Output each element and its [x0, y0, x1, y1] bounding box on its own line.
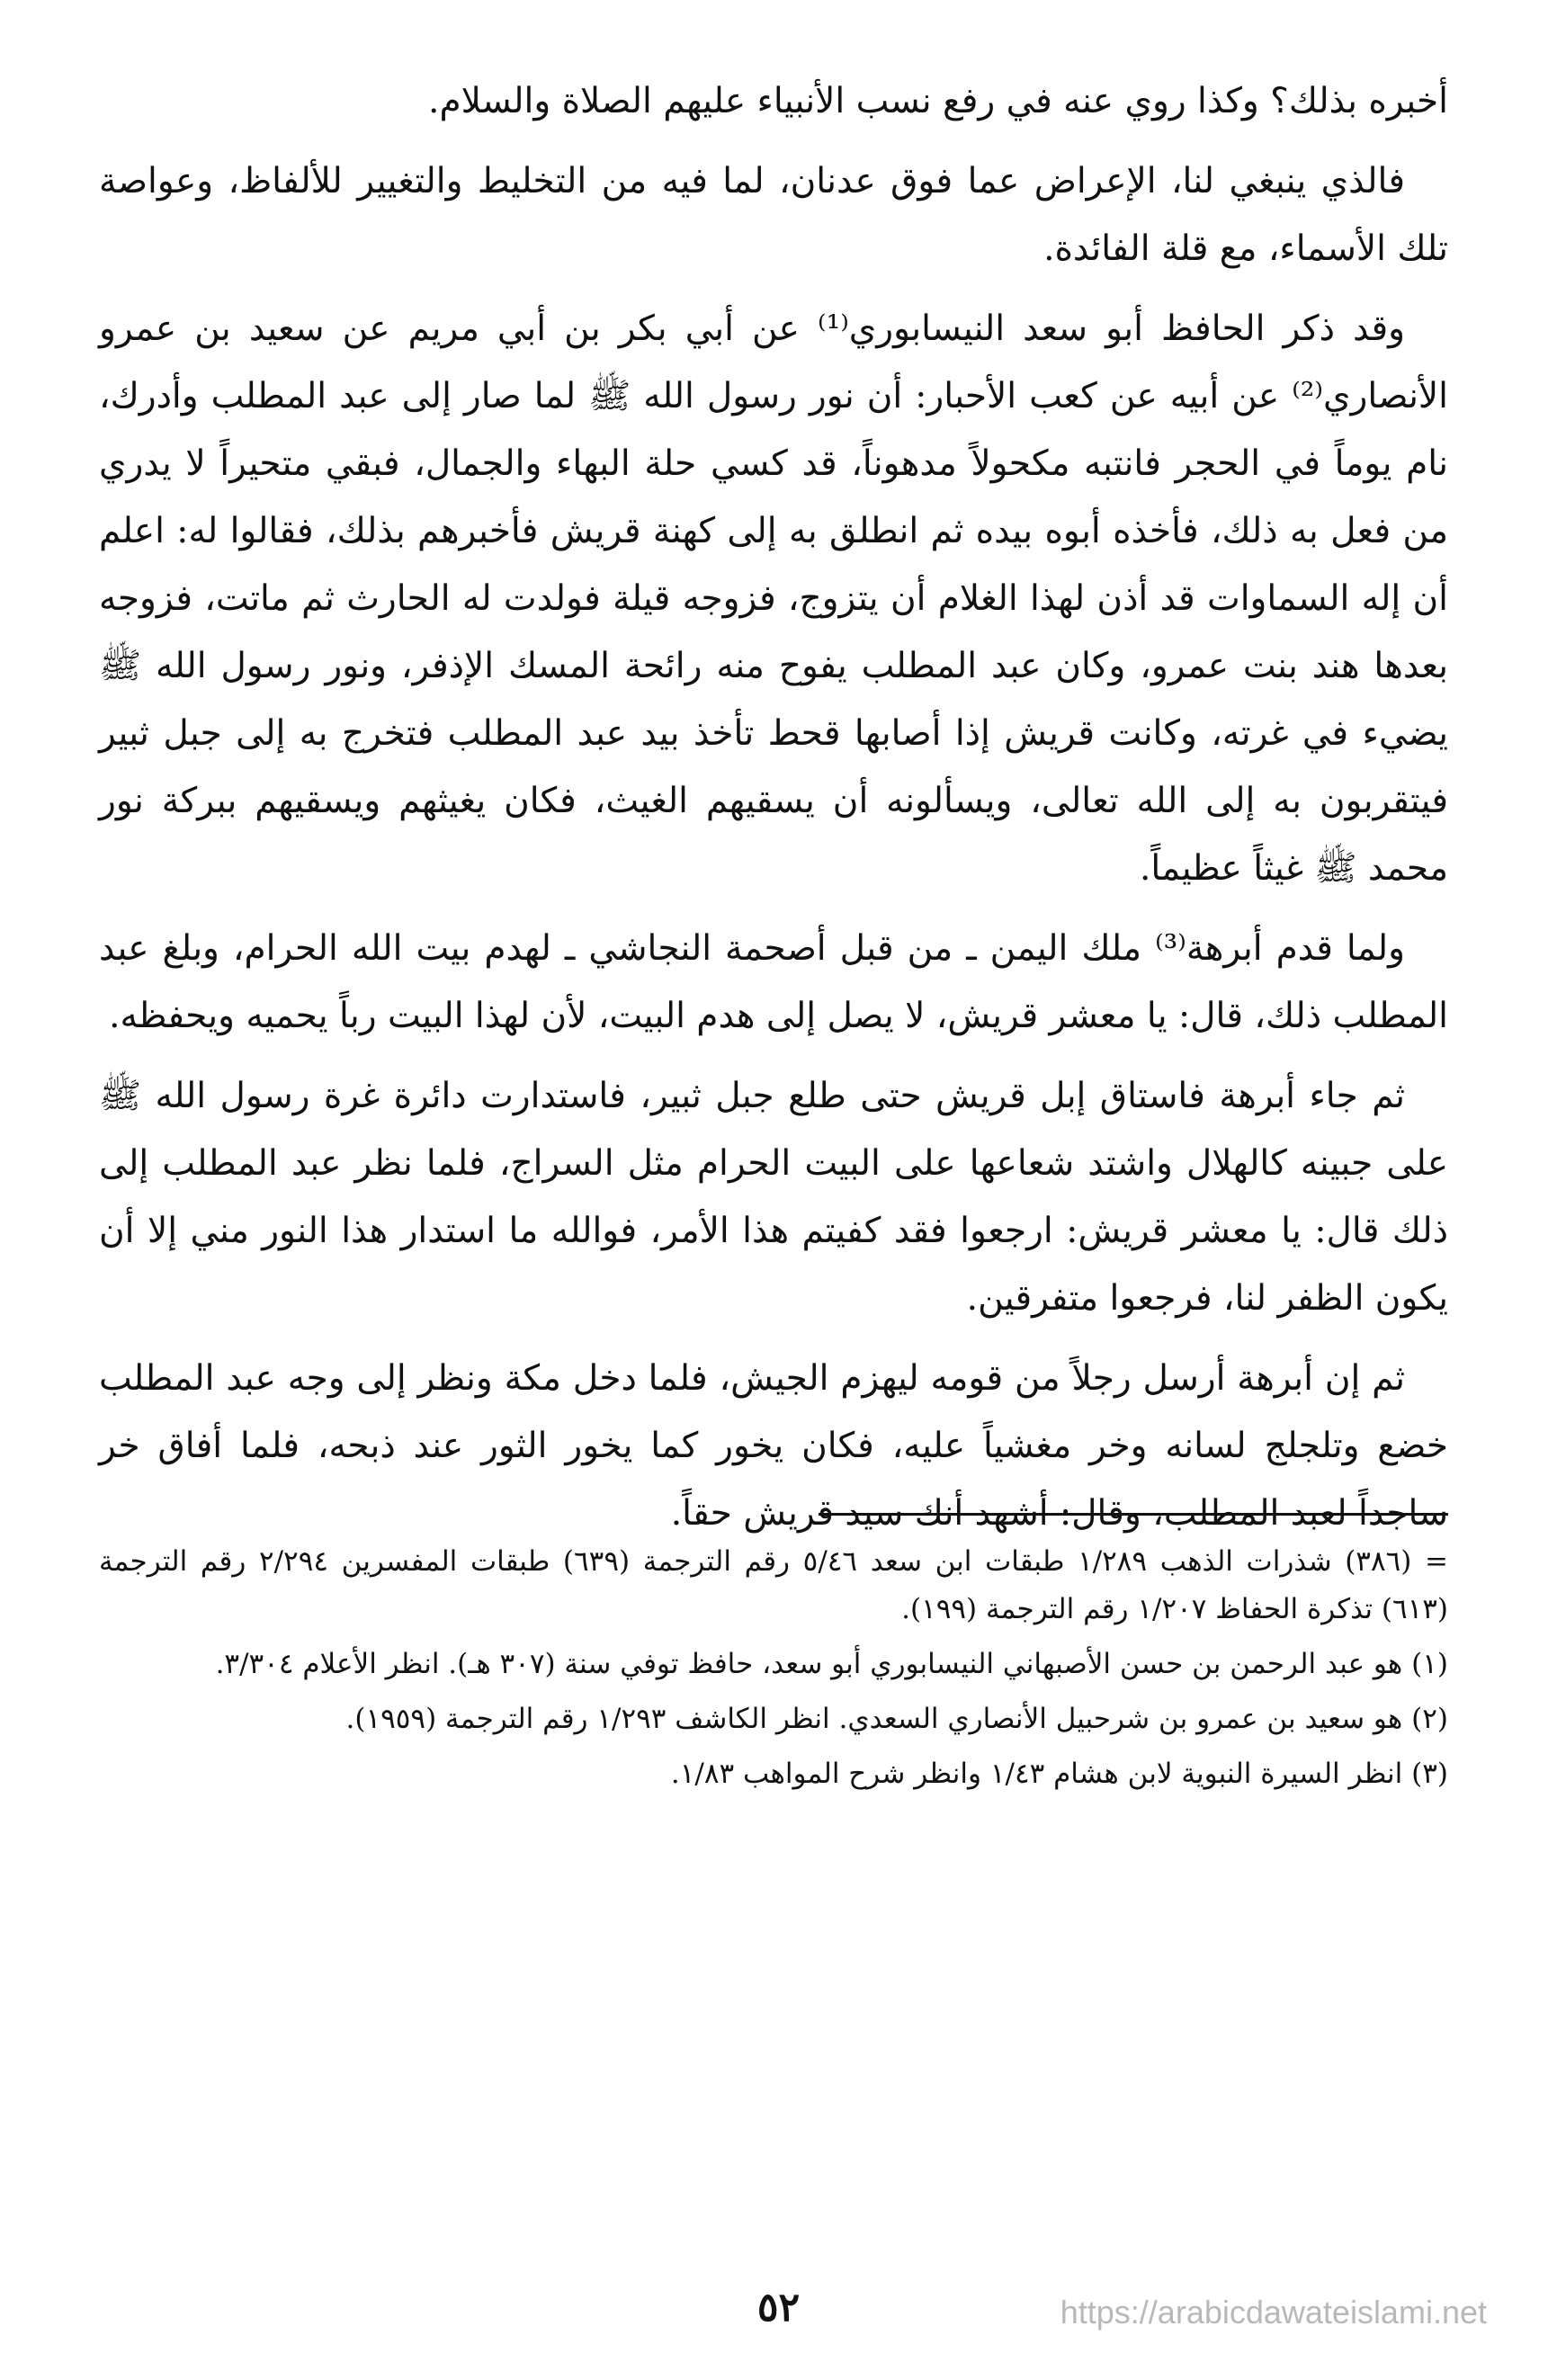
main-text [99, 67, 1448, 1560]
footnotes [99, 1538, 1448, 1805]
watermark-url: https://arabicdawateislami.net [1060, 2294, 1487, 2331]
footnote-2: (٢) هو سعيد بن عمرو بن شرحبيل الأنصاري السعدي. انظر الكاشف ١/٢٩٣ رقم الترجمة (١٩٥٩). [345, 1703, 1448, 1735]
paragraph-5: ثم جاء أبرهة فاستاق إبل قريش حتى طلع جبل ثبير، فاستدارت دائرة غرة رسول الله ﷺ على جبينه كالهلال واشتد شعاعها على البيت الحرام مثل السراج، فلما نظر عبد المطلب إلى ذلك قال: يا معشر قريش: ارجعوا فقد كفيتم هذا الأمر، فوالله ما استدار هذا النور مني إلا أن يكون الظفر لنا، فرجعوا متفرقين. [99, 1076, 1448, 1319]
paragraph-2: فالذي ينبغي لنا، الإعراض عما فوق عدنان، لما فيه من التخليط والتغيير للألفاظ، وعواصة تلك الأسماء، مع قلة الفائدة. [99, 161, 1448, 269]
footnote-continuation: = (٣٨٦) شذرات الذهب ١/٢٨٩ طبقات ابن سعد ٥/٤٦ رقم الترجمة (٦٣٩) طبقات المفسرين ٢/٢٩٤ رقم الترجمة (٦١٣) تذكرة الحفاظ ١/٢٠٧ رقم الترجمة (١٩٩). [99, 1545, 1448, 1625]
page-number: ٥٢ [756, 2285, 801, 2331]
footnote-divider [819, 1513, 1448, 1516]
paragraph-6: ثم إن أبرهة أرسل رجلاً من قومه ليهزم الجيش، فلما دخل مكة ونظر إلى وجه عبد المطلب خضع وتلجلج لسانه وخر مغشياً عليه، فكان يخور كما يخور الثور عند ذبحه، فلما أفاق خر ساجداً لعبد المطلب، وقال: أشهد أنك سيد قريش حقاً. [99, 1358, 1448, 1534]
footnote-3: (٣) انظر السيرة النبوية لابن هشام ١/٤٣ وانظر شرح المواهب ١/٨٣. [670, 1758, 1448, 1790]
paragraph-4: ولما قدم أبرهة⁽³⁾ ملك اليمن ـ من قبل أصحمة النجاشي ـ لهدم بيت الله الحرام، وبلغ عبد المطلب ذلك، قال: يا معشر قريش، لا يصل إلى هدم البيت، لأن لهذا البيت رباً يحميه ويحفظه. [99, 928, 1448, 1036]
paragraph-3: وقد ذكر الحافظ أبو سعد النيسابوري⁽¹⁾ عن أبي بكر بن أبي مريم عن سعيد بن عمرو الأنصاري⁽²⁾ عن أبيه عن كعب الأحبار: أن نور رسول الله ﷺ لما صار إلى عبد المطلب وأدرك، نام يوماً في الحجر فانتبه مكحولاً مدهوناً، قد كسي حلة البهاء والجمال، فبقي متحيراً لا يدري من فعل به ذلك، فأخذه أبوه بيده ثم انطلق به إلى كهنة قريش فأخبرهم بذلك، فقالوا له: اعلم أن إله السماوات قد أذن لهذا الغلام أن يتزوج، فزوجه قيلة فولدت له الحارث ثم ماتت، فزوجه بعدها هند بنت عمرو، وكان عبد المطلب يفوح منه رائحة المسك الإذفر، ونور رسول الله ﷺ يضيء في غرته، وكانت قريش إذا أصابها قحط تأخذ بيد عبد المطلب فتخرج به إلى جبل ثبير فيتقربون به إلى الله تعالى، ويسألونه أن يسقيهم الغيث، فكان يغيثهم ويسقيهم ببركة نور محمد ﷺ غيثاً عظيماً. [99, 309, 1448, 889]
footnote-1: (١) هو عبد الرحمن بن حسن الأصبهاني النيسابوري أبو سعد، حافظ توفي سنة (٣٠٧ هـ). انظر الأعلام ٣/٣٠٤. [215, 1648, 1448, 1680]
paragraph-1: أخبره بذلك؟ وكذا روي عنه في رفع نسب الأنبياء عليهم الصلاة والسلام. [428, 81, 1448, 121]
